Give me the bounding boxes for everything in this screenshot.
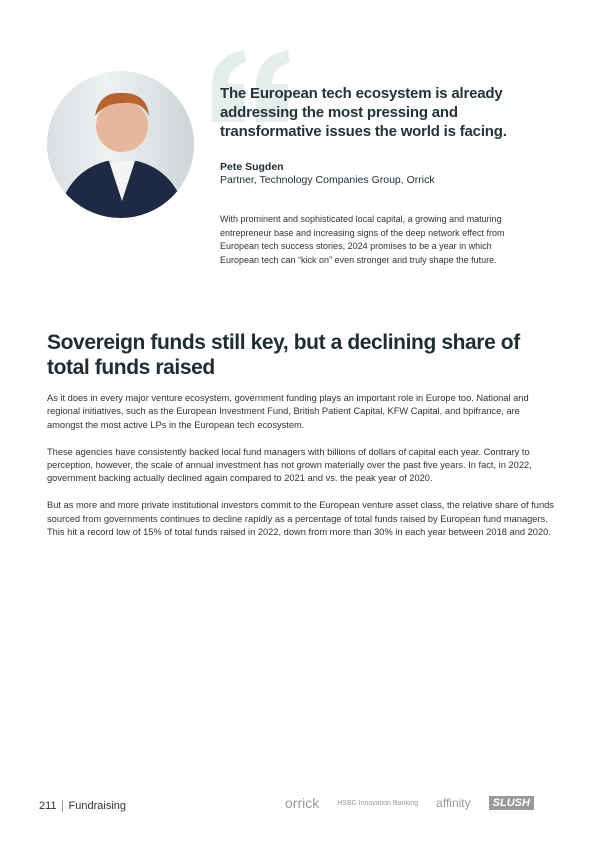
paragraph: These agencies have consistently backed local fund managers with billions of dollars of capital each year. Contrary to perception, however, the scale of annual investment has not grown materially over the past five years. In fact, in 2022, government backing actually declined again compared to 2021 and vs. the peak year of 2020.: [47, 446, 532, 484]
section: [47, 330, 562, 553]
affinity-logo: affinity: [436, 796, 471, 810]
author-name: Pete Sugden: [220, 161, 284, 173]
footer: [39, 800, 126, 812]
quote-intro: With prominent and sophisticated local capital, a growing and maturing entrepreneur base and increasing signs of the deep network effect from European tech success stories, 2024 promises to be a year in which European tech can “kick on” even stronger and truly shape the future.: [220, 214, 505, 265]
slush-logo: SLUSH: [489, 796, 534, 810]
page-number: 211: [39, 800, 63, 812]
orrick-logo: orrick: [285, 795, 320, 811]
author-photo: [47, 71, 194, 218]
author-role: Partner, Technology Companies Group, Orrick: [220, 174, 435, 186]
quote-block: [220, 84, 540, 267]
paragraph: But as more and more private institutional investors commit to the European venture asset class, the relative share of funds sourced from governments continues to decline rapidly as a percentage of total funds raised by European fund managers. This hit a record low of 15% of total funds raised in 2022, down from more than 30% in each year between 2018 and 2020.: [47, 500, 554, 538]
section-title: Sovereign funds still key, but a declining share of total funds raised: [47, 331, 520, 379]
paragraph: As it does in every major venture ecosystem, government funding plays an important role in Europe too. National and regional initiatives, such as the European Investment Fund, British Patient Capital, KFW Capital, and bpifrance, are amongst the most active LPs in the European tech ecosystem.: [47, 393, 529, 430]
hsbc-logo: HSBC Innovation Banking: [337, 799, 419, 807]
quote-author: [220, 161, 540, 187]
section-body: [47, 392, 557, 553]
sponsor-logos: [285, 795, 534, 811]
pull-quote: The European tech ecosystem is already addressing the most pressing and transformative issues the world is facing.: [220, 85, 507, 140]
footer-section: Fundraising: [68, 800, 127, 812]
